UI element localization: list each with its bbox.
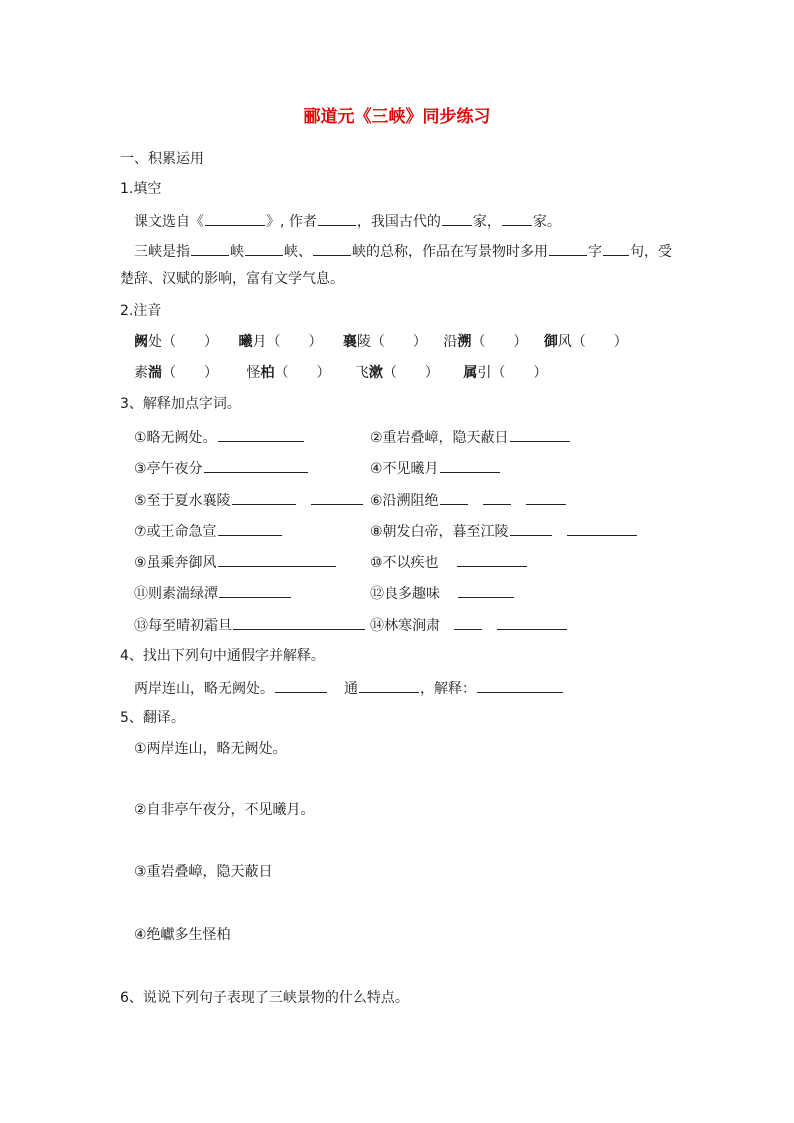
- q1-line-1: 课文选自《 》, 作者 ，我国古代的 家， 家。: [134, 211, 561, 231]
- answer-blank[interactable]: [477, 678, 563, 693]
- answer-blank[interactable]: [510, 521, 552, 536]
- answer-blank[interactable]: [440, 458, 500, 473]
- q4-line: 两岸连山，略无阙处。 通 ，解释：: [134, 678, 564, 698]
- q3-item: ①略无阙处。: [134, 427, 305, 447]
- answer-blank[interactable]: [440, 490, 468, 505]
- q3-item: ⑩不以疾也: [370, 552, 528, 572]
- pinyin-row-1: [134, 333, 628, 351]
- pinyin-item: 阙处（ ）: [134, 334, 218, 350]
- question-5-label: 5、翻译。: [120, 710, 185, 726]
- answer-blank[interactable]: [218, 521, 282, 536]
- answer-blank[interactable]: [218, 427, 304, 442]
- answer-blank[interactable]: [318, 211, 356, 226]
- answer-blank[interactable]: [567, 521, 637, 536]
- answer-blank[interactable]: [191, 241, 229, 256]
- pinyin-item: 素湍（ ）: [134, 365, 218, 381]
- q3-item: ④不见曦月: [370, 458, 501, 478]
- pinyin-item: 怪柏（ ）: [246, 365, 331, 381]
- question-4-label: 4、找出下列句中通假字并解释。: [120, 648, 325, 664]
- q3-item: ⑬每至晴初霜旦: [134, 615, 366, 635]
- answer-blank[interactable]: [232, 490, 296, 505]
- answer-blank[interactable]: [603, 241, 629, 256]
- q3-item: ②重岩叠嶂，隐天蔽日: [370, 427, 571, 447]
- answer-blank[interactable]: [442, 211, 472, 226]
- answer-blank[interactable]: [359, 678, 419, 693]
- answer-blank[interactable]: [275, 678, 327, 693]
- translation-item: ④绝巘多生怪柏: [134, 927, 231, 943]
- section-heading: 一、积累运用: [120, 151, 204, 167]
- answer-blank[interactable]: [219, 583, 291, 598]
- answer-blank[interactable]: [313, 241, 351, 256]
- question-1-label: 1.填空: [120, 181, 162, 197]
- answer-blank[interactable]: [311, 490, 363, 505]
- answer-blank[interactable]: [245, 241, 283, 256]
- question-2-label: 2.注音: [120, 303, 162, 319]
- q3-item: ⑭林寒涧肃: [370, 615, 568, 635]
- pinyin-row-2: [134, 364, 547, 382]
- pinyin-item: 襄陵（ ）: [342, 334, 427, 350]
- q3-item: ⑤至于夏水襄陵: [134, 490, 364, 510]
- q1-line-2: 三峡是指 峡 峡、 峡的总称，作品在写景物时多用 字 句，受: [134, 241, 672, 261]
- pinyin-item: 沿溯（ ）: [443, 334, 528, 350]
- answer-blank[interactable]: [204, 458, 308, 473]
- answer-blank[interactable]: [510, 427, 570, 442]
- pinyin-item: 御风（ ）: [543, 334, 628, 350]
- answer-blank[interactable]: [549, 241, 587, 256]
- translation-item: ②自非亭午夜分，不见曦月。: [134, 802, 315, 818]
- answer-blank[interactable]: [458, 583, 514, 598]
- answer-blank[interactable]: [502, 211, 532, 226]
- answer-blank[interactable]: [457, 552, 527, 567]
- pinyin-item: 飞漱（ ）: [354, 365, 439, 381]
- q3-item: ⑥沿溯阻绝: [370, 490, 567, 510]
- pinyin-item: 曦月（ ）: [238, 334, 323, 350]
- page-title: 郦道元《三峡》同步练习: [303, 107, 491, 127]
- answer-blank[interactable]: [454, 615, 482, 630]
- answer-blank[interactable]: [218, 552, 336, 567]
- answer-blank[interactable]: [497, 615, 567, 630]
- answer-blank[interactable]: [205, 211, 265, 226]
- answer-blank[interactable]: [483, 490, 511, 505]
- translation-item: ③重岩叠嶂，隐天蔽日: [134, 864, 273, 880]
- translation-item: ①两岸连山，略无阙处。: [134, 741, 287, 757]
- pinyin-item: 属引（ ）: [463, 365, 548, 381]
- q3-item: ⑧朝发白帝，暮至江陵: [370, 521, 638, 541]
- q3-item: ⑫良多趣味: [370, 583, 515, 603]
- q1-line-3: 楚辞、汉赋的影响，富有文学气息。: [120, 271, 344, 287]
- answer-blank[interactable]: [526, 490, 566, 505]
- question-3-label: 3、解释加点字词。: [120, 396, 241, 412]
- q3-item: ⑦或王命急宣: [134, 521, 283, 541]
- answer-blank[interactable]: [233, 615, 365, 630]
- q3-item: ⑨虽乘奔御风: [134, 552, 337, 572]
- q3-item: ⑪则素湍绿潭: [134, 583, 292, 603]
- q3-item: ③亭午夜分: [134, 458, 309, 478]
- question-6-label: 6、说说下列句子表现了三峡景物的什么特点。: [120, 990, 409, 1006]
